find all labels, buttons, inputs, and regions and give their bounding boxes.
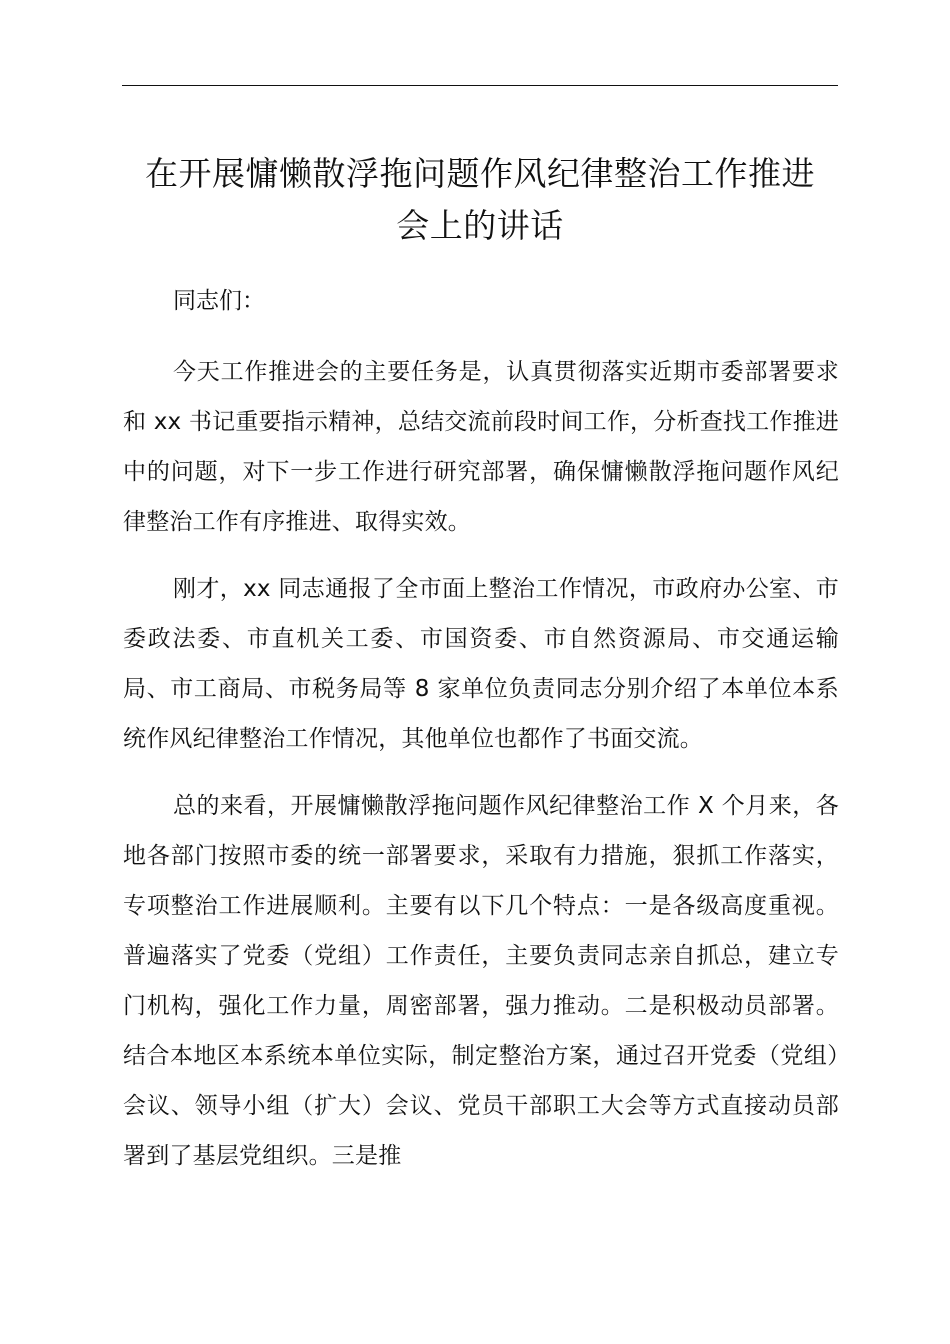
header-rule	[122, 85, 838, 86]
paragraph-2: 刚才，xx 同志通报了全市面上整治工作情况，市政府办公室、市委政法委、市直机关工委、市国资委、市自然资源局、市交通运输局、市工商局、市税务局等 8 家单位负责同志分别介绍了本单位本系统作风纪律整治工作情况，其他单位也都作了书面交流。	[123, 576, 839, 752]
paragraph-1: 今天工作推进会的主要任务是，认真贯彻落实近期市委部署要求和 xx 书记重要指示精神，总结交流前段时间工作，分析查找工作推进中的问题，对下一步工作进行研究部署，确保慵懒散浮拖问题作风纪律整治工作有序推进、取得实效。	[123, 359, 839, 535]
document-title	[110, 148, 850, 252]
paragraph-3: 总的来看，开展慵懒散浮拖问题作风纪律整治工作 X 个月来，各地各部门按照市委的统一部署要求，采取有力措施，狠抓工作落实，专项整治工作进展顺利。主要有以下几个特点：一是各级高度重视。普遍落实了党委（党组）工作责任，主要负责同志亲自抓总，建立专门机构，强化工作力量，周密部署，强力推动。二是积极动员部署。结合本地区本系统本单位实际，制定整治方案，通过召开党委（党组）会议、领导小组（扩大）会议、党员干部职工大会等方式直接动员部署到了基层党组织。三是推	[123, 793, 839, 1169]
title-line-1: 在开展慵懒散浮拖问题作风纪律整治工作推进	[145, 154, 815, 193]
salutation: 同志们：	[173, 288, 265, 314]
document-body	[123, 276, 839, 1198]
title-line-2: 会上的讲话	[396, 206, 564, 245]
